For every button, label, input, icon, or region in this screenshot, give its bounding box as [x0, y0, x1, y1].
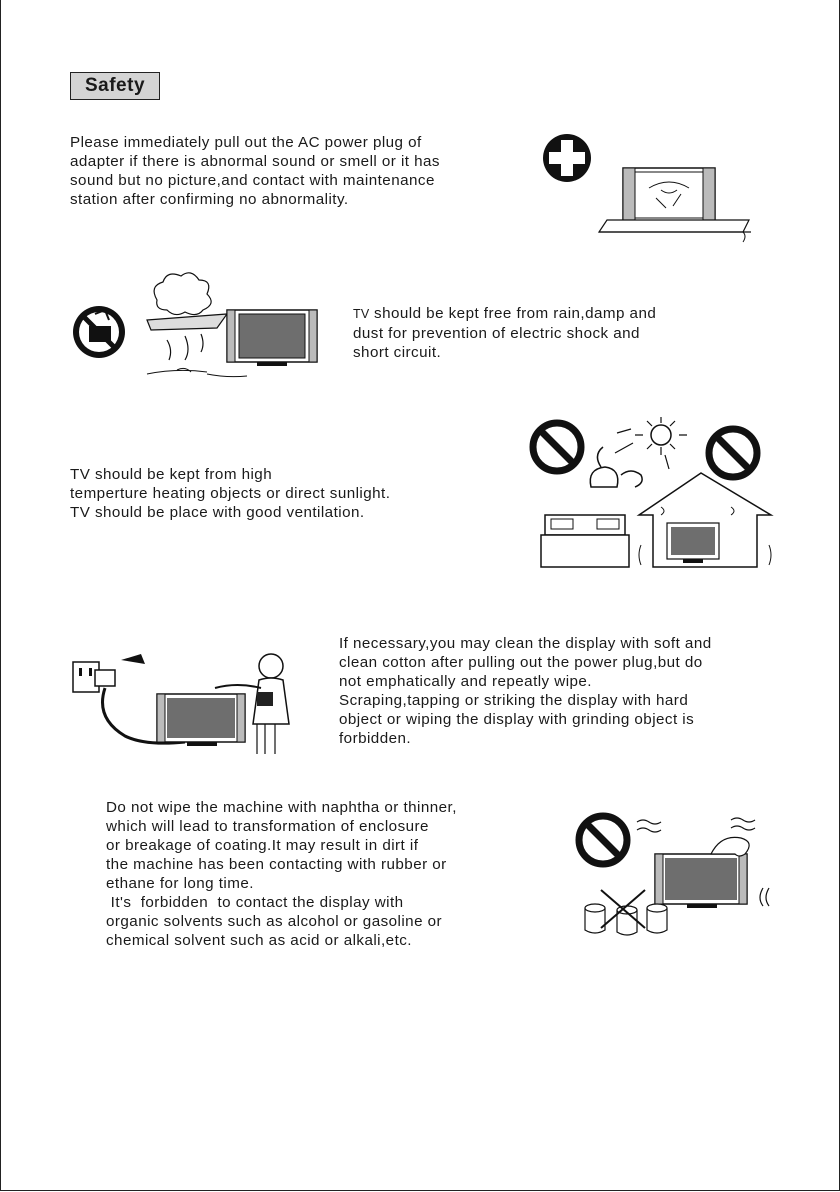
text-line: TV should be place with good ventilation.	[70, 504, 365, 521]
cleaning-instructions	[339, 634, 712, 748]
house-icon	[639, 473, 771, 567]
text-line: TV should be kept from high	[70, 466, 273, 483]
wall-socket-icon	[73, 654, 145, 692]
power-plug-warning	[70, 133, 440, 209]
text-line: object or wiping the display with grinding object is	[339, 711, 695, 728]
text-line: Please immediately pull out the AC power plug of	[70, 134, 422, 151]
solvent-illustration	[571, 808, 786, 943]
rain-damp-warning	[353, 304, 656, 362]
sun-icon	[615, 417, 687, 469]
tv-icon	[157, 694, 245, 746]
solvent-warning	[106, 798, 457, 950]
tv-icon	[623, 168, 715, 226]
text-line: which will lead to transformation of enclosure	[106, 818, 429, 835]
text-line: clean cotton after pulling out the power plug,but do	[339, 654, 703, 671]
prohibited-water-icon	[73, 306, 125, 358]
text-line: If necessary,you may clean the display with soft and	[339, 635, 712, 652]
heat-sunlight-illustration	[521, 415, 791, 575]
text-line: station after confirming no abnormality.	[70, 191, 349, 208]
text-line: It's forbidden to contact the display with	[106, 894, 404, 911]
stove-icon	[541, 447, 642, 567]
tv-abnormal-illustration	[531, 128, 761, 243]
text-line: adapter if there is abnormal sound or smell or it has	[70, 153, 440, 170]
text-line: the machine has been contacting with rubber or	[106, 856, 447, 873]
allowed-icon	[543, 134, 591, 182]
prohibited-icon	[579, 816, 627, 864]
text-line: dust for prevention of electric shock and	[353, 325, 640, 342]
text-line: short circuit.	[353, 344, 442, 361]
text-line: Do not wipe the machine with naphtha or thinner,	[106, 799, 457, 816]
text-line: not emphatically and repeatly wipe.	[339, 673, 592, 690]
text-line: or breakage of coating.It may result in dirt if	[106, 837, 419, 854]
text-line: forbidden.	[339, 730, 412, 747]
cleaning-illustration	[61, 648, 311, 763]
text-line: temperture heating objects or direct sunlight.	[70, 485, 391, 502]
prohibited-icon	[533, 423, 581, 471]
text-line: ethane for long time.	[106, 875, 254, 892]
rain-damp-illustration	[67, 270, 337, 385]
tv-icon	[655, 837, 749, 908]
heat-sunlight-warning	[70, 465, 390, 522]
text-line: organic solvents such as alcohol or gasoline or	[106, 913, 443, 930]
section-heading: Safety	[70, 72, 160, 100]
text-line: sound but no picture,and contact with maintenance	[70, 172, 435, 189]
tv-icon	[227, 310, 317, 366]
text-line: Scraping,tapping or striking the display with hard	[339, 692, 689, 709]
tv-label: TV	[353, 307, 370, 321]
text-line: should be kept free from rain,damp and	[369, 305, 657, 322]
text-line: chemical solvent such as acid or alkali,etc.	[106, 932, 412, 949]
prohibited-icon	[709, 429, 757, 477]
